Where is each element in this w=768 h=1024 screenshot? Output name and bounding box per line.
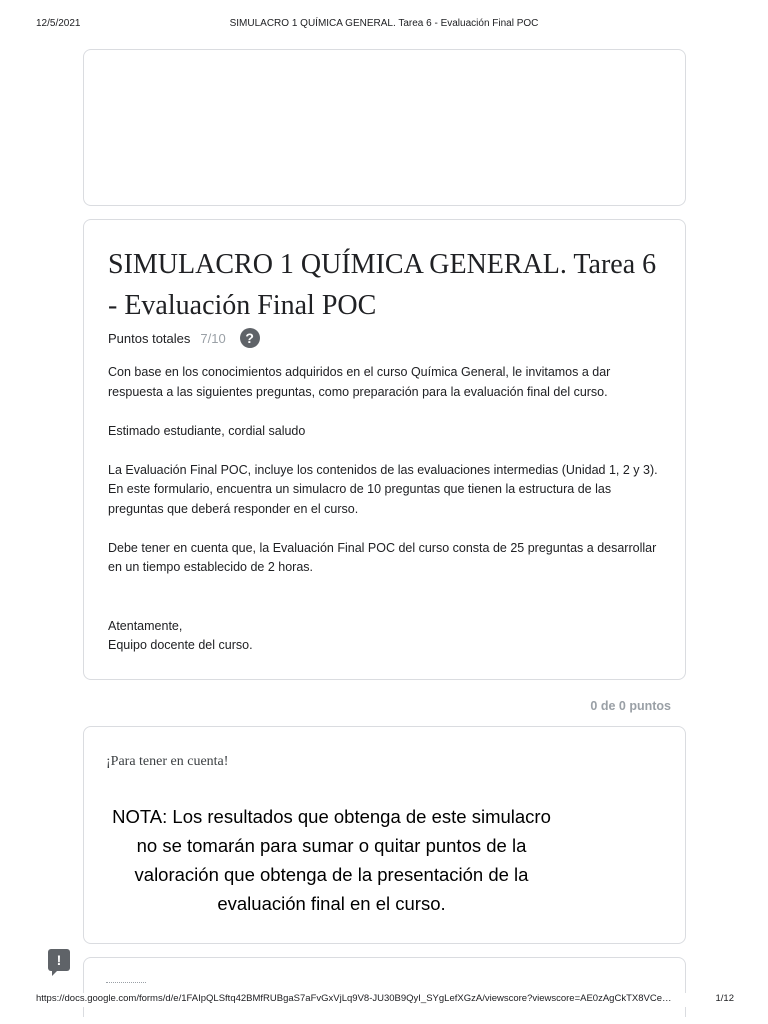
description-paragraph: Atentamente, <box>108 618 183 633</box>
total-points-label: Puntos totales <box>108 330 191 346</box>
print-url: https://docs.google.com/forms/d/e/1FAIpQLSftq42BMfRUBgaS7aFvGxVjLq9V8-JU30B9QyI_SYgLefXGzA/viewscore?viewscore=AE0zAgCkTX8VCe… <box>36 993 672 1004</box>
note-image: NOTA: Los resultados que obtenga de este simulacro no se tomarán para sumar o quitar puntos de la valoración que obtenga de la presentación de la evaluación final en el curso. <box>112 806 551 914</box>
total-points-row <box>108 326 260 350</box>
total-points-value: 7/10 <box>200 330 226 346</box>
description-paragraph: Estimado estudiante, cordial saludo <box>108 423 306 438</box>
description-paragraph: La Evaluación Final POC, incluye los contenidos de las evaluaciones intermedias (Unidad 1, 2 y 3). En este formulario, encuentra un simulacro de 10 preguntas que tienen la estructura de las preguntas que deberá responder en el curso. <box>108 462 658 516</box>
next-question-title-fragment <box>106 982 146 988</box>
question-mark-icon[interactable]: ? <box>240 328 260 348</box>
print-page-number: 1/12 <box>715 993 734 1004</box>
report-problem-icon[interactable]: ! <box>48 949 70 971</box>
description-paragraph: Debe tener en cuenta que, la Evaluación Final POC del curso consta de 25 preguntas a desarrollar en un tiempo establecido de 2 horas. <box>108 540 657 574</box>
print-title: SIMULACRO 1 QUÍMICA GENERAL. Tarea 6 - Evaluación Final POC <box>229 18 539 29</box>
note-title: ¡Para tener en cuenta! <box>106 754 229 769</box>
header-banner-card <box>83 49 686 206</box>
description-paragraph: Equipo docente del curso. <box>108 638 253 652</box>
form-header-card <box>83 219 686 680</box>
section-points: 0 de 0 puntos <box>590 699 671 713</box>
form-title: SIMULACRO 1 QUÍMICA GENERAL. Tarea 6 - Evaluación Final POC <box>108 249 657 321</box>
next-question-card <box>83 957 686 1017</box>
print-date: 12/5/2021 <box>36 18 81 29</box>
print-footer <box>0 993 768 1007</box>
note-card <box>83 726 686 944</box>
form-description <box>108 363 668 656</box>
description-paragraph: Con base en los conocimientos adquiridos en el curso Química General, le invitamos a dar respuesta a las siguientes preguntas, como preparación para la evaluación final del curso. <box>108 365 611 399</box>
print-header <box>0 18 768 32</box>
